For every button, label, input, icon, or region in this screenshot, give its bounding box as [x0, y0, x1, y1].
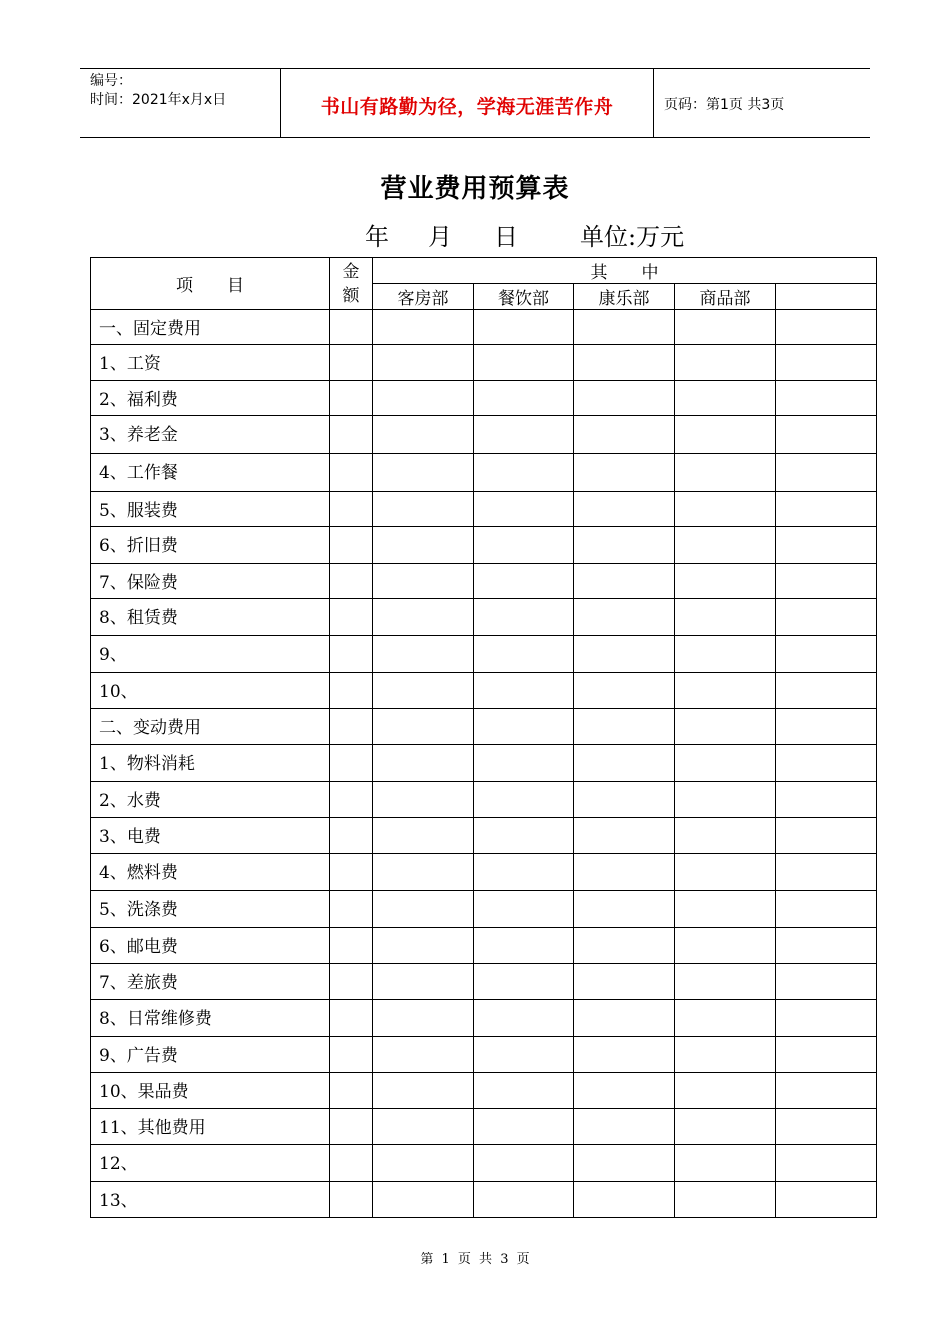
- amount-cell: [330, 964, 373, 1000]
- table-row: [91, 1182, 877, 1218]
- table-row: [91, 891, 877, 928]
- header-dept-goods: 商品部: [675, 284, 776, 310]
- department-cell: [675, 964, 776, 1000]
- department-cell: [776, 854, 877, 891]
- department-cell: [776, 310, 877, 345]
- amount-cell: [330, 745, 373, 782]
- department-cell: [373, 1037, 474, 1073]
- department-cell: [776, 1145, 877, 1182]
- header-amount-line1: 金: [342, 261, 360, 282]
- table-body: [91, 310, 877, 1218]
- amount-cell: [330, 1000, 373, 1037]
- department-cell: [675, 818, 776, 854]
- date-month: 月: [428, 223, 452, 251]
- date-year: 年: [365, 223, 389, 251]
- row-item-label: 6、邮电费: [91, 928, 330, 964]
- amount-cell: [330, 1109, 373, 1145]
- department-cell: [373, 1145, 474, 1182]
- department-cell: [574, 673, 675, 709]
- header-dept-dining: 餐饮部: [474, 284, 574, 310]
- department-cell: [373, 891, 474, 928]
- department-cell: [474, 1073, 574, 1109]
- department-cell: [474, 310, 574, 345]
- table-row: [91, 709, 877, 745]
- department-cell: [574, 636, 675, 673]
- department-cell: [474, 782, 574, 818]
- department-cell: [675, 345, 776, 381]
- amount-cell: [330, 527, 373, 564]
- department-cell: [474, 1145, 574, 1182]
- department-cell: [574, 745, 675, 782]
- department-cell: [776, 599, 877, 636]
- table-row: [91, 454, 877, 492]
- table-row: [91, 1000, 877, 1037]
- department-cell: [776, 416, 877, 454]
- department-cell: [574, 416, 675, 454]
- amount-cell: [330, 599, 373, 636]
- department-cell: [574, 345, 675, 381]
- department-cell: [675, 381, 776, 416]
- amount-cell: [330, 492, 373, 527]
- department-cell: [776, 928, 877, 964]
- department-cell: [776, 564, 877, 599]
- department-cell: [474, 527, 574, 564]
- department-cell: [373, 673, 474, 709]
- department-cell: [373, 745, 474, 782]
- department-cell: [474, 564, 574, 599]
- department-cell: [474, 928, 574, 964]
- doc-time-label: 时间：2021年x月x日: [90, 92, 227, 108]
- department-cell: [373, 454, 474, 492]
- row-item-label: 7、保险费: [91, 564, 330, 599]
- department-cell: [474, 818, 574, 854]
- department-cell: [675, 1073, 776, 1109]
- department-cell: [574, 709, 675, 745]
- department-cell: [373, 928, 474, 964]
- department-cell: [373, 310, 474, 345]
- department-cell: [474, 709, 574, 745]
- motto-text: 书山有路勤为径，学海无涯苦作舟: [320, 96, 614, 118]
- department-cell: [373, 1182, 474, 1218]
- department-cell: [675, 310, 776, 345]
- amount-cell: [330, 782, 373, 818]
- department-cell: [373, 1000, 474, 1037]
- department-cell: [675, 891, 776, 928]
- department-cell: [675, 1145, 776, 1182]
- department-cell: [373, 564, 474, 599]
- row-item-label: 4、燃料费: [91, 854, 330, 891]
- row-item-label: 10、果品费: [91, 1073, 330, 1109]
- department-cell: [675, 527, 776, 564]
- amount-cell: [330, 636, 373, 673]
- department-cell: [675, 854, 776, 891]
- row-item-label: 7、差旅费: [91, 964, 330, 1000]
- department-cell: [776, 492, 877, 527]
- header-motto-cell: [281, 69, 654, 137]
- table-row: [91, 1037, 877, 1073]
- header-dept-rooms: 客房部: [373, 284, 474, 310]
- department-cell: [776, 1000, 877, 1037]
- header-amount: [330, 258, 373, 310]
- department-cell: [373, 818, 474, 854]
- table-row: [91, 818, 877, 854]
- department-cell: [574, 854, 675, 891]
- row-item-label: 一、固定费用: [91, 310, 330, 345]
- department-cell: [474, 1037, 574, 1073]
- date-day: 日: [494, 223, 518, 251]
- table-row: [91, 928, 877, 964]
- row-item-label: 6、折旧费: [91, 527, 330, 564]
- page-footer: 第 1 页 共 3 页: [420, 1252, 530, 1267]
- budget-table: [90, 257, 877, 1218]
- row-item-label: 2、水费: [91, 782, 330, 818]
- department-cell: [776, 1037, 877, 1073]
- row-item-label: 12、: [91, 1145, 330, 1182]
- page-info: 页码：第1页 共3页: [664, 97, 785, 113]
- row-item-label: 5、服装费: [91, 492, 330, 527]
- row-item-label: 3、养老金: [91, 416, 330, 454]
- table-row: [91, 599, 877, 636]
- department-cell: [474, 745, 574, 782]
- department-cell: [675, 416, 776, 454]
- amount-cell: [330, 454, 373, 492]
- department-cell: [776, 381, 877, 416]
- department-cell: [373, 599, 474, 636]
- table-row: [91, 1073, 877, 1109]
- department-cell: [574, 564, 675, 599]
- department-cell: [474, 636, 574, 673]
- row-item-label: 13、: [91, 1182, 330, 1218]
- department-cell: [474, 599, 574, 636]
- department-cell: [675, 928, 776, 964]
- amount-cell: [330, 709, 373, 745]
- amount-cell: [330, 1037, 373, 1073]
- department-cell: [776, 527, 877, 564]
- department-cell: [574, 1000, 675, 1037]
- row-item-label: 1、物料消耗: [91, 745, 330, 782]
- department-cell: [675, 709, 776, 745]
- amount-cell: [330, 564, 373, 599]
- header-page-cell: [654, 69, 870, 137]
- department-cell: [776, 964, 877, 1000]
- table-row: [91, 564, 877, 599]
- department-cell: [776, 782, 877, 818]
- document-title: 营业费用预算表: [380, 174, 570, 204]
- table-row: [91, 636, 877, 673]
- amount-cell: [330, 818, 373, 854]
- department-cell: [373, 527, 474, 564]
- header-amount-line2: 额: [342, 285, 360, 306]
- amount-cell: [330, 381, 373, 416]
- department-cell: [675, 1000, 776, 1037]
- department-cell: [675, 636, 776, 673]
- table-row: [91, 527, 877, 564]
- department-cell: [373, 636, 474, 673]
- department-cell: [776, 818, 877, 854]
- department-cell: [675, 745, 776, 782]
- department-cell: [574, 782, 675, 818]
- table-row: [91, 416, 877, 454]
- table-row: [91, 854, 877, 891]
- header-item: 项 目: [91, 258, 330, 310]
- department-cell: [474, 854, 574, 891]
- unit-label: 单位:万元: [580, 223, 685, 251]
- department-cell: [574, 310, 675, 345]
- department-cell: [574, 928, 675, 964]
- header-breakdown: 其 中: [373, 258, 877, 284]
- department-cell: [574, 1145, 675, 1182]
- department-cell: [373, 345, 474, 381]
- department-cell: [474, 1000, 574, 1037]
- amount-cell: [330, 310, 373, 345]
- amount-cell: [330, 416, 373, 454]
- amount-cell: [330, 1182, 373, 1218]
- department-cell: [373, 709, 474, 745]
- table-row: [91, 345, 877, 381]
- page-header: [80, 68, 870, 138]
- department-cell: [474, 1182, 574, 1218]
- department-cell: [574, 492, 675, 527]
- department-cell: [373, 1073, 474, 1109]
- department-cell: [574, 1037, 675, 1073]
- row-item-label: 3、电费: [91, 818, 330, 854]
- row-item-label: 11、其他费用: [91, 1109, 330, 1145]
- department-cell: [373, 416, 474, 454]
- row-item-label: 8、租赁费: [91, 599, 330, 636]
- amount-cell: [330, 1145, 373, 1182]
- department-cell: [474, 673, 574, 709]
- department-cell: [574, 599, 675, 636]
- amount-cell: [330, 854, 373, 891]
- row-item-label: 5、洗涤费: [91, 891, 330, 928]
- table-row: [91, 381, 877, 416]
- department-cell: [373, 381, 474, 416]
- department-cell: [776, 1182, 877, 1218]
- table-row: [91, 964, 877, 1000]
- row-item-label: 9、广告费: [91, 1037, 330, 1073]
- header-meta-cell: [80, 69, 281, 137]
- department-cell: [474, 454, 574, 492]
- department-cell: [675, 673, 776, 709]
- row-item-label: 9、: [91, 636, 330, 673]
- row-item-label: 8、日常维修费: [91, 1000, 330, 1037]
- department-cell: [776, 636, 877, 673]
- department-cell: [474, 381, 574, 416]
- department-cell: [776, 745, 877, 782]
- department-cell: [474, 891, 574, 928]
- department-cell: [776, 1073, 877, 1109]
- department-cell: [574, 1109, 675, 1145]
- row-item-label: 4、工作餐: [91, 454, 330, 492]
- department-cell: [675, 1037, 776, 1073]
- amount-cell: [330, 891, 373, 928]
- department-cell: [574, 964, 675, 1000]
- department-cell: [675, 1109, 776, 1145]
- department-cell: [675, 1182, 776, 1218]
- department-cell: [776, 891, 877, 928]
- table-row: [91, 310, 877, 345]
- department-cell: [373, 492, 474, 527]
- department-cell: [675, 599, 776, 636]
- header-dept-blank: [776, 284, 877, 310]
- amount-cell: [330, 928, 373, 964]
- table-row: [91, 673, 877, 709]
- department-cell: [574, 1073, 675, 1109]
- department-cell: [373, 782, 474, 818]
- amount-cell: [330, 673, 373, 709]
- row-item-label: 1、工资: [91, 345, 330, 381]
- doc-number-label: 编号：: [90, 73, 132, 89]
- header-dept-recreation: 康乐部: [574, 284, 675, 310]
- department-cell: [574, 527, 675, 564]
- row-item-label: 10、: [91, 673, 330, 709]
- table-row: [91, 1145, 877, 1182]
- department-cell: [474, 345, 574, 381]
- department-cell: [574, 381, 675, 416]
- amount-cell: [330, 1073, 373, 1109]
- department-cell: [574, 454, 675, 492]
- department-cell: [574, 818, 675, 854]
- department-cell: [474, 1109, 574, 1145]
- department-cell: [776, 345, 877, 381]
- department-cell: [373, 854, 474, 891]
- department-cell: [474, 492, 574, 527]
- table-row: [91, 492, 877, 527]
- department-cell: [574, 891, 675, 928]
- department-cell: [776, 673, 877, 709]
- department-cell: [776, 709, 877, 745]
- department-cell: [474, 416, 574, 454]
- department-cell: [574, 1182, 675, 1218]
- department-cell: [474, 964, 574, 1000]
- table-row: [91, 745, 877, 782]
- amount-cell: [330, 345, 373, 381]
- row-item-label: 2、福利费: [91, 381, 330, 416]
- department-cell: [373, 964, 474, 1000]
- department-cell: [373, 1109, 474, 1145]
- row-item-label: 二、变动费用: [91, 709, 330, 745]
- table-row: [91, 1109, 877, 1145]
- department-cell: [675, 564, 776, 599]
- department-cell: [675, 454, 776, 492]
- table-row: [91, 782, 877, 818]
- department-cell: [675, 782, 776, 818]
- department-cell: [675, 492, 776, 527]
- department-cell: [776, 454, 877, 492]
- department-cell: [776, 1109, 877, 1145]
